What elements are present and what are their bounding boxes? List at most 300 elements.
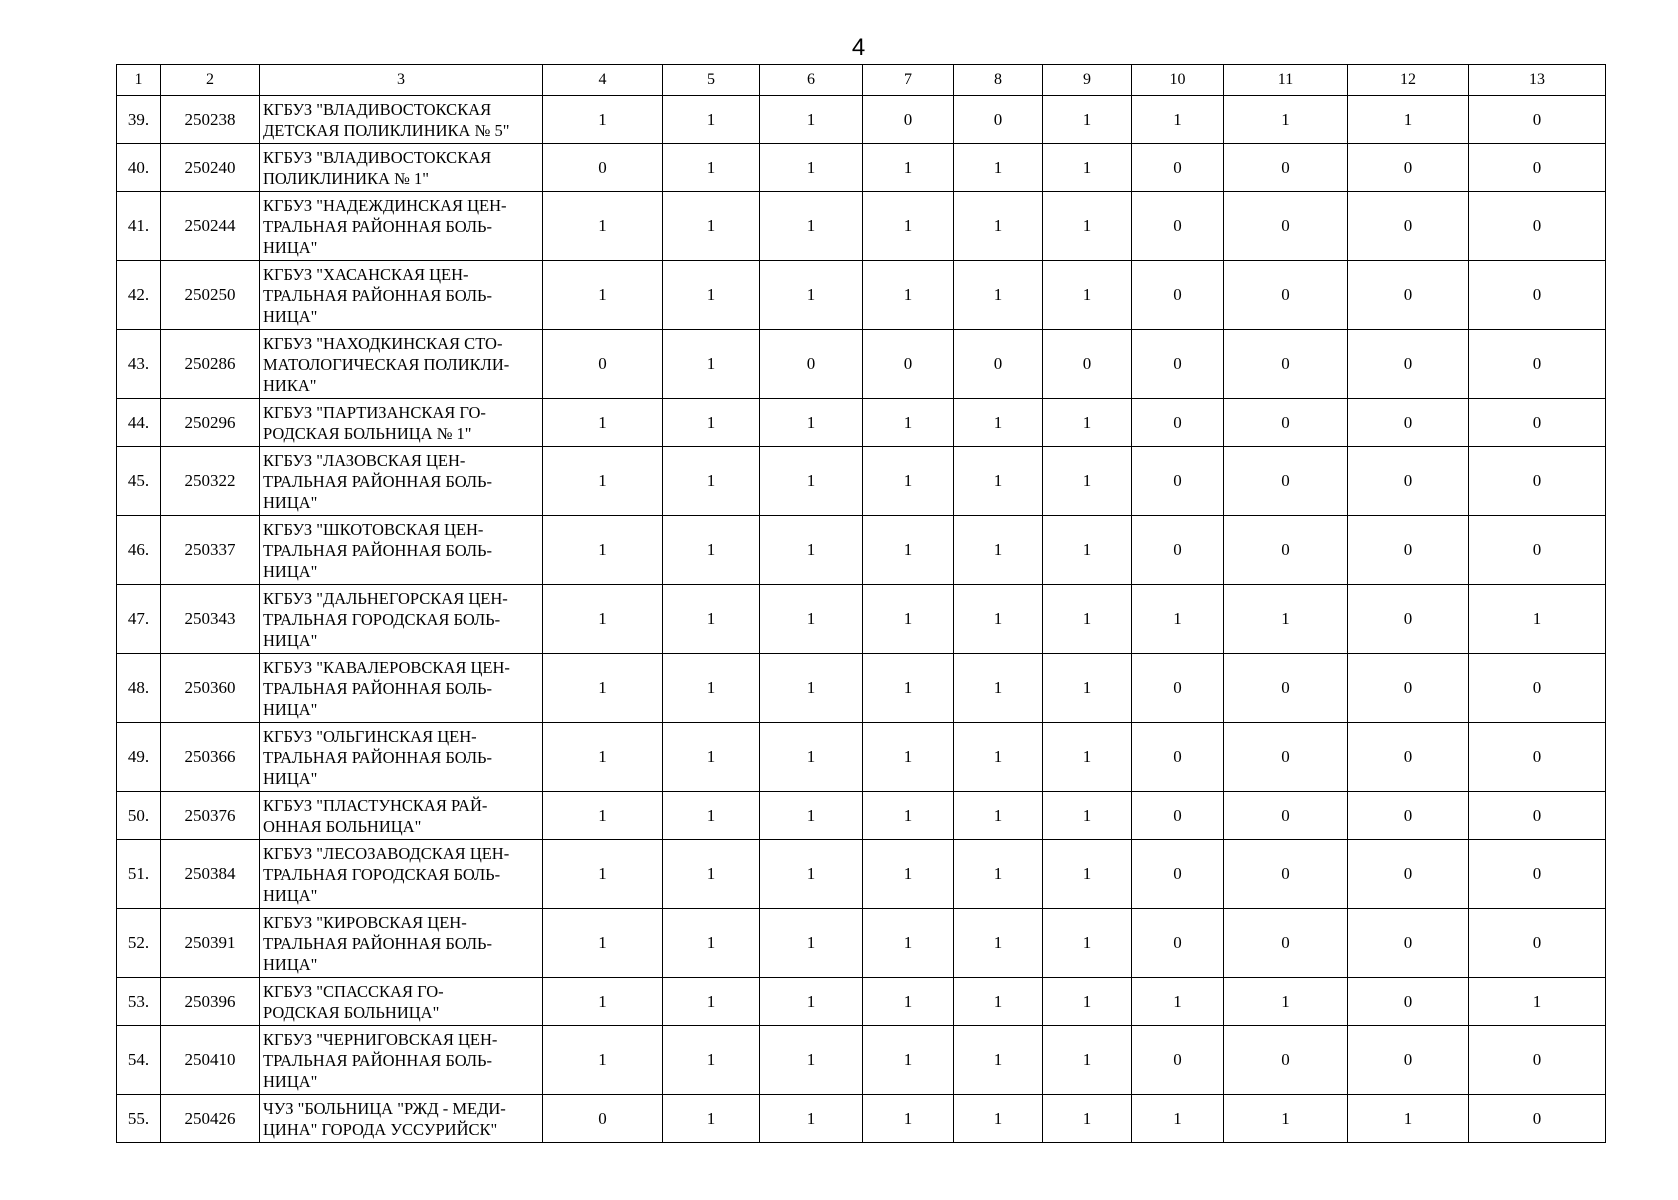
table-row	[117, 654, 1606, 723]
value-cell: 1	[543, 654, 663, 723]
value-cell: 0	[1132, 192, 1224, 261]
value-cell: 0	[1348, 330, 1469, 399]
facility-code-cell: 250337	[161, 516, 260, 585]
value-cell: 1	[1043, 1095, 1132, 1143]
value-cell: 0	[1469, 261, 1606, 330]
value-cell: 0	[1132, 330, 1224, 399]
value-cell: 0	[1132, 654, 1224, 723]
value-cell: 1	[954, 840, 1043, 909]
value-cell: 0	[954, 330, 1043, 399]
row-number-cell: 47.	[117, 585, 161, 654]
value-cell: 0	[1132, 840, 1224, 909]
value-cell: 1	[863, 1026, 954, 1095]
table-row	[117, 909, 1606, 978]
facility-name-line: ТРАЛЬНАЯ РАЙОННАЯ БОЛЬ-	[263, 216, 492, 236]
facility-name-line: ТРАЛЬНАЯ РАЙОННАЯ БОЛЬ-	[263, 471, 492, 491]
value-cell: 1	[760, 654, 863, 723]
value-cell: 0	[543, 1095, 663, 1143]
value-cell: 1	[760, 96, 863, 144]
value-cell: 1	[663, 840, 760, 909]
value-cell: 1	[1348, 96, 1469, 144]
facility-name-line: КГБУЗ "ХАСАНСКАЯ ЦЕН-	[263, 264, 469, 284]
table-row	[117, 1026, 1606, 1095]
value-cell: 1	[543, 447, 663, 516]
value-cell: 1	[1043, 399, 1132, 447]
facility-name-line: КГБУЗ "ЛЕСОЗАВОДСКАЯ ЦЕН-	[263, 843, 510, 863]
facility-name-line: НИЦА"	[263, 699, 318, 719]
table-row	[117, 96, 1606, 144]
value-cell: 0	[1469, 909, 1606, 978]
value-cell: 1	[1043, 516, 1132, 585]
value-cell: 1	[1043, 585, 1132, 654]
column-header: 9	[1043, 65, 1132, 96]
value-cell: 1	[543, 723, 663, 792]
table-row	[117, 330, 1606, 399]
value-cell: 1	[760, 516, 863, 585]
facility-name-line: КГБУЗ "ВЛАДИВОСТОКСКАЯ	[263, 99, 492, 119]
value-cell: 1	[543, 909, 663, 978]
value-cell: 1	[760, 792, 863, 840]
facility-name-line: НИЦА"	[263, 492, 318, 512]
column-header: 7	[863, 65, 954, 96]
facility-name-cell	[260, 654, 543, 723]
value-cell: 1	[863, 978, 954, 1026]
facility-name-line: КГБУЗ "КАВАЛЕРОВСКАЯ ЦЕН-	[263, 657, 510, 677]
value-cell: 1	[543, 399, 663, 447]
value-cell: 1	[663, 978, 760, 1026]
value-cell: 0	[1348, 261, 1469, 330]
value-cell: 1	[663, 261, 760, 330]
row-number-cell: 43.	[117, 330, 161, 399]
value-cell: 1	[663, 1095, 760, 1143]
row-number-cell: 42.	[117, 261, 161, 330]
facility-code-cell: 250360	[161, 654, 260, 723]
value-cell: 0	[1224, 399, 1348, 447]
value-cell: 0	[954, 96, 1043, 144]
value-cell: 1	[863, 654, 954, 723]
facility-name-cell	[260, 330, 543, 399]
facility-name-cell	[260, 192, 543, 261]
facility-name-cell	[260, 447, 543, 516]
value-cell: 1	[760, 1026, 863, 1095]
value-cell: 1	[1043, 978, 1132, 1026]
value-cell: 0	[1469, 96, 1606, 144]
facility-name-line: КГБУЗ "ПАРТИЗАНСКАЯ ГО-	[263, 402, 486, 422]
facility-code-cell: 250426	[161, 1095, 260, 1143]
facility-code-cell: 250343	[161, 585, 260, 654]
value-cell: 0	[1224, 840, 1348, 909]
value-cell: 0	[1132, 792, 1224, 840]
value-cell: 0	[1469, 1095, 1606, 1143]
value-cell: 1	[1132, 585, 1224, 654]
value-cell: 0	[1348, 978, 1469, 1026]
value-cell: 1	[543, 261, 663, 330]
value-cell: 0	[543, 144, 663, 192]
value-cell: 0	[1469, 723, 1606, 792]
value-cell: 0	[1348, 654, 1469, 723]
table-row	[117, 792, 1606, 840]
facility-code-cell: 250250	[161, 261, 260, 330]
value-cell: 1	[760, 840, 863, 909]
value-cell: 0	[1132, 909, 1224, 978]
facility-code-cell: 250396	[161, 978, 260, 1026]
facility-name-line: КГБУЗ "ПЛАСТУНСКАЯ РАЙ-	[263, 795, 488, 815]
value-cell: 1	[954, 585, 1043, 654]
value-cell: 1	[1043, 96, 1132, 144]
value-cell: 0	[1348, 192, 1469, 261]
value-cell: 1	[1132, 1095, 1224, 1143]
table-row	[117, 978, 1606, 1026]
value-cell: 1	[1043, 1026, 1132, 1095]
row-number-cell: 51.	[117, 840, 161, 909]
table-body	[117, 96, 1606, 1143]
value-cell: 1	[760, 447, 863, 516]
value-cell: 0	[1043, 330, 1132, 399]
value-cell: 0	[1348, 585, 1469, 654]
facility-name-line: ТРАЛЬНАЯ РАЙОННАЯ БОЛЬ-	[263, 678, 492, 698]
value-cell: 1	[863, 399, 954, 447]
value-cell: 1	[863, 909, 954, 978]
value-cell: 1	[663, 1026, 760, 1095]
value-cell: 1	[1043, 909, 1132, 978]
column-header: 4	[543, 65, 663, 96]
facility-name-line: ЧУЗ "БОЛЬНИЦА "РЖД - МЕДИ-	[263, 1098, 506, 1118]
facility-name-line: ДЕТСКАЯ ПОЛИКЛИНИКА № 5"	[263, 120, 510, 140]
value-cell: 1	[1043, 447, 1132, 516]
facility-name-line: КГБУЗ "ВЛАДИВОСТОКСКАЯ	[263, 147, 492, 167]
facility-table	[116, 64, 1606, 1143]
value-cell: 1	[954, 447, 1043, 516]
facility-code-cell: 250410	[161, 1026, 260, 1095]
facility-name-line: КГБУЗ "ЛАЗОВСКАЯ ЦЕН-	[263, 450, 466, 470]
value-cell: 1	[1469, 585, 1606, 654]
facility-name-line: ТРАЛЬНАЯ РАЙОННАЯ БОЛЬ-	[263, 747, 492, 767]
value-cell: 1	[863, 792, 954, 840]
column-header: 1	[117, 65, 161, 96]
table-row	[117, 144, 1606, 192]
facility-name-cell	[260, 144, 543, 192]
value-cell: 1	[1224, 1095, 1348, 1143]
value-cell: 0	[1132, 261, 1224, 330]
value-cell: 1	[760, 192, 863, 261]
value-cell: 0	[1224, 144, 1348, 192]
value-cell: 0	[1469, 330, 1606, 399]
row-number-cell: 50.	[117, 792, 161, 840]
table-row	[117, 723, 1606, 792]
column-header: 10	[1132, 65, 1224, 96]
value-cell: 1	[760, 1095, 863, 1143]
value-cell: 0	[1132, 516, 1224, 585]
row-number-cell: 46.	[117, 516, 161, 585]
value-cell: 0	[1132, 1026, 1224, 1095]
row-number-cell: 53.	[117, 978, 161, 1026]
value-cell: 1	[1043, 261, 1132, 330]
facility-name-line: РОДСКАЯ БОЛЬНИЦА"	[263, 1002, 440, 1022]
value-cell: 1	[954, 399, 1043, 447]
row-number-cell: 44.	[117, 399, 161, 447]
value-cell: 1	[954, 192, 1043, 261]
table-row	[117, 1095, 1606, 1143]
value-cell: 1	[954, 1026, 1043, 1095]
value-cell: 1	[863, 144, 954, 192]
value-cell: 1	[760, 909, 863, 978]
facility-name-cell	[260, 792, 543, 840]
page-number: 4	[851, 34, 866, 61]
facility-name-line: ТРАЛЬНАЯ РАЙОННАЯ БОЛЬ-	[263, 540, 492, 560]
value-cell: 0	[1224, 723, 1348, 792]
value-cell: 0	[1224, 792, 1348, 840]
value-cell: 1	[543, 978, 663, 1026]
value-cell: 0	[1348, 723, 1469, 792]
column-header: 6	[760, 65, 863, 96]
row-number-cell: 52.	[117, 909, 161, 978]
value-cell: 0	[1469, 399, 1606, 447]
table-row	[117, 447, 1606, 516]
column-header: 11	[1224, 65, 1348, 96]
table-row	[117, 261, 1606, 330]
facility-name-cell	[260, 1026, 543, 1095]
facility-name-line: НИЦА"	[263, 306, 318, 326]
value-cell: 1	[760, 261, 863, 330]
value-cell: 1	[663, 447, 760, 516]
facility-name-cell	[260, 1095, 543, 1143]
value-cell: 1	[1224, 96, 1348, 144]
value-cell: 1	[663, 723, 760, 792]
value-cell: 1	[954, 723, 1043, 792]
value-cell: 1	[863, 447, 954, 516]
value-cell: 0	[1348, 144, 1469, 192]
row-number-cell: 49.	[117, 723, 161, 792]
column-header: 3	[260, 65, 543, 96]
table-row	[117, 399, 1606, 447]
table-row	[117, 192, 1606, 261]
value-cell: 1	[543, 792, 663, 840]
value-cell: 0	[1469, 792, 1606, 840]
value-cell: 1	[1224, 978, 1348, 1026]
value-cell: 1	[1132, 96, 1224, 144]
value-cell: 1	[954, 654, 1043, 723]
value-cell: 1	[543, 585, 663, 654]
facility-name-line: ТРАЛЬНАЯ РАЙОННАЯ БОЛЬ-	[263, 1050, 492, 1070]
facility-name-line: НИЦА"	[263, 1071, 318, 1091]
facility-name-cell	[260, 909, 543, 978]
facility-name-line: НИЦА"	[263, 885, 318, 905]
value-cell: 1	[663, 96, 760, 144]
value-cell: 1	[663, 909, 760, 978]
value-cell: 1	[954, 978, 1043, 1026]
facility-name-line: КГБУЗ "КИРОВСКАЯ ЦЕН-	[263, 912, 467, 932]
column-header: 2	[161, 65, 260, 96]
facility-name-line: ПОЛИКЛИНИКА № 1"	[263, 168, 429, 188]
facility-name-line: ТРАЛЬНАЯ РАЙОННАЯ БОЛЬ-	[263, 285, 492, 305]
value-cell: 1	[543, 96, 663, 144]
value-cell: 1	[1469, 978, 1606, 1026]
facility-name-line: КГБУЗ "ЧЕРНИГОВСКАЯ ЦЕН-	[263, 1029, 498, 1049]
table-row	[117, 516, 1606, 585]
value-cell: 1	[1224, 585, 1348, 654]
facility-name-line: ТРАЛЬНАЯ РАЙОННАЯ БОЛЬ-	[263, 933, 492, 953]
facility-code-cell: 250376	[161, 792, 260, 840]
value-cell: 0	[1224, 516, 1348, 585]
facility-name-line: НИЦА"	[263, 954, 318, 974]
value-cell: 0	[1348, 399, 1469, 447]
row-number-cell: 48.	[117, 654, 161, 723]
column-header: 8	[954, 65, 1043, 96]
facility-name-line: РОДСКАЯ БОЛЬНИЦА № 1"	[263, 423, 472, 443]
value-cell: 1	[863, 585, 954, 654]
value-cell: 1	[863, 723, 954, 792]
facility-name-line: КГБУЗ "ОЛЬГИНСКАЯ ЦЕН-	[263, 726, 477, 746]
value-cell: 1	[1043, 654, 1132, 723]
value-cell: 1	[1043, 792, 1132, 840]
facility-code-cell: 250322	[161, 447, 260, 516]
value-cell: 0	[1348, 792, 1469, 840]
value-cell: 0	[1224, 261, 1348, 330]
value-cell: 0	[1469, 144, 1606, 192]
facility-code-cell: 250238	[161, 96, 260, 144]
facility-name-line: НИКА"	[263, 375, 317, 395]
value-cell: 1	[543, 516, 663, 585]
value-cell: 1	[1043, 144, 1132, 192]
value-cell: 0	[863, 96, 954, 144]
value-cell: 1	[954, 1095, 1043, 1143]
value-cell: 0	[1469, 516, 1606, 585]
value-cell: 0	[1469, 840, 1606, 909]
value-cell: 0	[543, 330, 663, 399]
value-cell: 0	[1224, 330, 1348, 399]
facility-code-cell: 250244	[161, 192, 260, 261]
facility-name-line: КГБУЗ "НАДЕЖДИНСКАЯ ЦЕН-	[263, 195, 507, 215]
value-cell: 0	[1224, 192, 1348, 261]
value-cell: 1	[663, 144, 760, 192]
facility-name-cell	[260, 516, 543, 585]
facility-code-cell: 250384	[161, 840, 260, 909]
value-cell: 1	[1132, 978, 1224, 1026]
column-header: 5	[663, 65, 760, 96]
facility-name-cell	[260, 840, 543, 909]
table-row	[117, 585, 1606, 654]
value-cell: 1	[863, 840, 954, 909]
value-cell: 0	[863, 330, 954, 399]
value-cell: 1	[863, 192, 954, 261]
facility-code-cell: 250240	[161, 144, 260, 192]
value-cell: 0	[1469, 192, 1606, 261]
row-number-cell: 39.	[117, 96, 161, 144]
facility-name-cell	[260, 585, 543, 654]
facility-name-line: НИЦА"	[263, 768, 318, 788]
value-cell: 1	[1348, 1095, 1469, 1143]
value-cell: 1	[663, 792, 760, 840]
column-header: 13	[1469, 65, 1606, 96]
value-cell: 0	[1348, 1026, 1469, 1095]
column-number-row	[117, 65, 1606, 96]
value-cell: 0	[1224, 447, 1348, 516]
value-cell: 1	[663, 330, 760, 399]
facility-name-line: НИЦА"	[263, 561, 318, 581]
value-cell: 1	[543, 1026, 663, 1095]
row-number-cell: 40.	[117, 144, 161, 192]
value-cell: 0	[1348, 447, 1469, 516]
value-cell: 0	[1132, 399, 1224, 447]
value-cell: 1	[543, 192, 663, 261]
value-cell: 0	[1348, 840, 1469, 909]
facility-name-line: НИЦА"	[263, 237, 318, 257]
value-cell: 1	[663, 399, 760, 447]
value-cell: 1	[1043, 192, 1132, 261]
facility-name-cell	[260, 96, 543, 144]
value-cell: 1	[954, 516, 1043, 585]
row-number-cell: 54.	[117, 1026, 161, 1095]
facility-name-line: КГБУЗ "ШКОТОВСКАЯ ЦЕН-	[263, 519, 484, 539]
value-cell: 1	[760, 585, 863, 654]
value-cell: 1	[663, 192, 760, 261]
row-number-cell: 55.	[117, 1095, 161, 1143]
facility-code-cell: 250286	[161, 330, 260, 399]
value-cell: 0	[760, 330, 863, 399]
value-cell: 0	[1469, 654, 1606, 723]
value-cell: 0	[1469, 1026, 1606, 1095]
facility-code-cell: 250366	[161, 723, 260, 792]
value-cell: 1	[760, 723, 863, 792]
facility-name-line: НИЦА"	[263, 630, 318, 650]
value-cell: 0	[1132, 723, 1224, 792]
value-cell: 1	[663, 654, 760, 723]
column-header: 12	[1348, 65, 1469, 96]
value-cell: 1	[760, 144, 863, 192]
value-cell: 1	[954, 909, 1043, 978]
value-cell: 0	[1132, 447, 1224, 516]
facility-name-line: КГБУЗ "ДАЛЬНЕГОРСКАЯ ЦЕН-	[263, 588, 508, 608]
facility-name-line: ТРАЛЬНАЯ ГОРОДСКАЯ БОЛЬ-	[263, 864, 501, 884]
row-number-cell: 45.	[117, 447, 161, 516]
value-cell: 0	[1224, 654, 1348, 723]
value-cell: 1	[954, 261, 1043, 330]
facility-code-cell: 250391	[161, 909, 260, 978]
value-cell: 1	[863, 516, 954, 585]
value-cell: 1	[760, 399, 863, 447]
value-cell: 1	[543, 840, 663, 909]
facility-code-cell: 250296	[161, 399, 260, 447]
facility-name-cell	[260, 978, 543, 1026]
facility-name-line: ТРАЛЬНАЯ ГОРОДСКАЯ БОЛЬ-	[263, 609, 501, 629]
value-cell: 1	[954, 144, 1043, 192]
facility-name-cell	[260, 723, 543, 792]
facility-name-line: МАТОЛОГИЧЕСКАЯ ПОЛИКЛИ-	[263, 354, 510, 374]
value-cell: 1	[760, 978, 863, 1026]
facility-name-cell	[260, 399, 543, 447]
value-cell: 1	[1043, 840, 1132, 909]
value-cell: 0	[1224, 1026, 1348, 1095]
value-cell: 0	[1469, 447, 1606, 516]
value-cell: 0	[1348, 516, 1469, 585]
facility-name-line: ОННАЯ БОЛЬНИЦА"	[263, 816, 422, 836]
value-cell: 1	[663, 585, 760, 654]
facility-name-cell	[260, 261, 543, 330]
facility-name-line: КГБУЗ "НАХОДКИНСКАЯ СТО-	[263, 333, 503, 353]
value-cell: 1	[1043, 723, 1132, 792]
value-cell: 1	[954, 792, 1043, 840]
value-cell: 0	[1348, 909, 1469, 978]
row-number-cell: 41.	[117, 192, 161, 261]
value-cell: 1	[863, 261, 954, 330]
facility-name-line: КГБУЗ "СПАССКАЯ ГО-	[263, 981, 444, 1001]
facility-name-line: ЦИНА" ГОРОДА УССУРИЙСК"	[263, 1119, 498, 1139]
value-cell: 1	[663, 516, 760, 585]
value-cell: 0	[1132, 144, 1224, 192]
value-cell: 1	[863, 1095, 954, 1143]
table-row	[117, 840, 1606, 909]
value-cell: 0	[1224, 909, 1348, 978]
